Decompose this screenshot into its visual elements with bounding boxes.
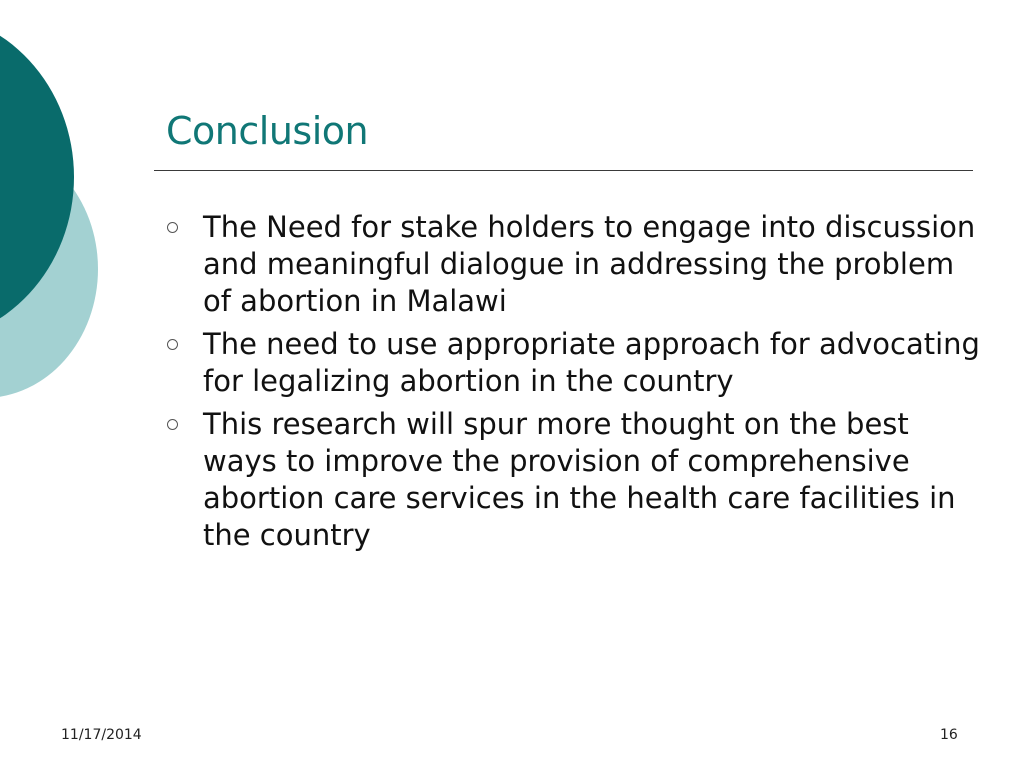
bullet-list [165, 209, 985, 560]
bullet-item [165, 209, 985, 320]
slide-title: Conclusion [166, 109, 369, 153]
title-divider [154, 170, 973, 171]
bullet-item [165, 406, 985, 554]
bullet-text: The need to use appropriate approach for advocating for legalizing abortion in the country [203, 327, 980, 398]
bullet-text: This research will spur more thought on the best ways to improve the provision of comprehensive abortion care services in the health care facilities in the country [203, 407, 956, 552]
bullet-text: The Need for stake holders to engage into discussion and meaningful dialogue in addressing the problem of abortion in Malawi [203, 210, 976, 318]
hollow-circle-bullet-icon [167, 222, 178, 233]
hollow-circle-bullet-icon [167, 339, 178, 350]
bullet-item [165, 326, 985, 400]
footer-page-number: 16 [940, 727, 958, 743]
hollow-circle-bullet-icon [167, 419, 178, 430]
footer-date: 11/17/2014 [61, 727, 142, 743]
